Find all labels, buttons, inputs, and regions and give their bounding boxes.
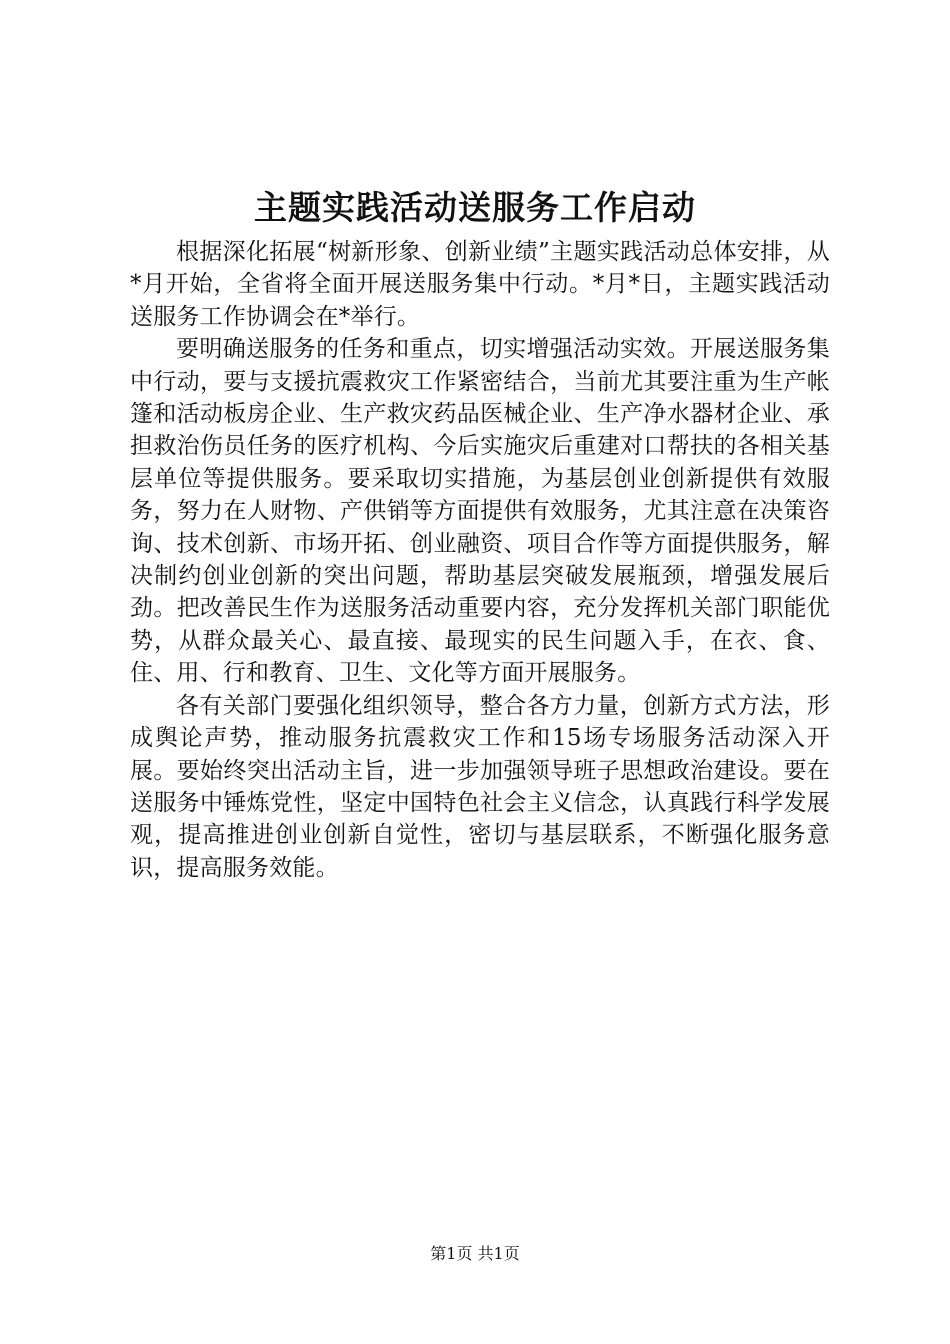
page-number-footer: 第1页 共1页 (430, 1244, 520, 1263)
document-body (130, 236, 830, 884)
paragraph-3: 各有关部门要强化组织领导，整合各方力量，创新方式方法，形成舆论声势，推动服务抗震救灾工作和15场专场服务活动深入开展。要始终突出活动主旨，进一步加强领导班子思想政治建设。要在送服务中锤炼党性，坚定中国特色社会主义信念，认真践行科学发展观，提高推进创业创新自觉性，密切与基层联系，不断强化服务意识，提高服务效能。 (130, 692, 830, 881)
paragraph-1: 根据深化拓展“树新形象、创新业绩”主题实践活动总体安排，从*月开始，全省将全面开展送服务集中行动。*月*日，主题实践活动送服务工作协调会在*举行。 (130, 239, 830, 330)
paragraph-2: 要明确送服务的任务和重点，切实增强活动实效。开展送服务集中行动，要与支援抗震救灾工作紧密结合，当前尤其要注重为生产帐篷和活动板房企业、生产救灾药品医械企业、生产净水器材企业、承担救治伤员任务的医疗机构、今后实施灾后重建对口帮扶的各相关基层单位等提供服务。要采取切实措施，为基层创业创新提供有效服务，努力在人财物、产供销等方面提供有效服务，尤其注意在决策咨询、技术创新、市场开拓、创业融资、项目合作等方面提供服务，解决制约创业创新的突出问题，帮助基层突破发展瓶颈，增强发展后劲。把改善民生作为送服务活动重要内容，充分发挥机关部门职能优势，从群众最关心、最直接、最现实的民生问题入手，在衣、食、住、用、行和教育、卫生、文化等方面开展服务。 (130, 336, 830, 687)
document-title: 主题实践活动送服务工作启动 (254, 188, 696, 227)
